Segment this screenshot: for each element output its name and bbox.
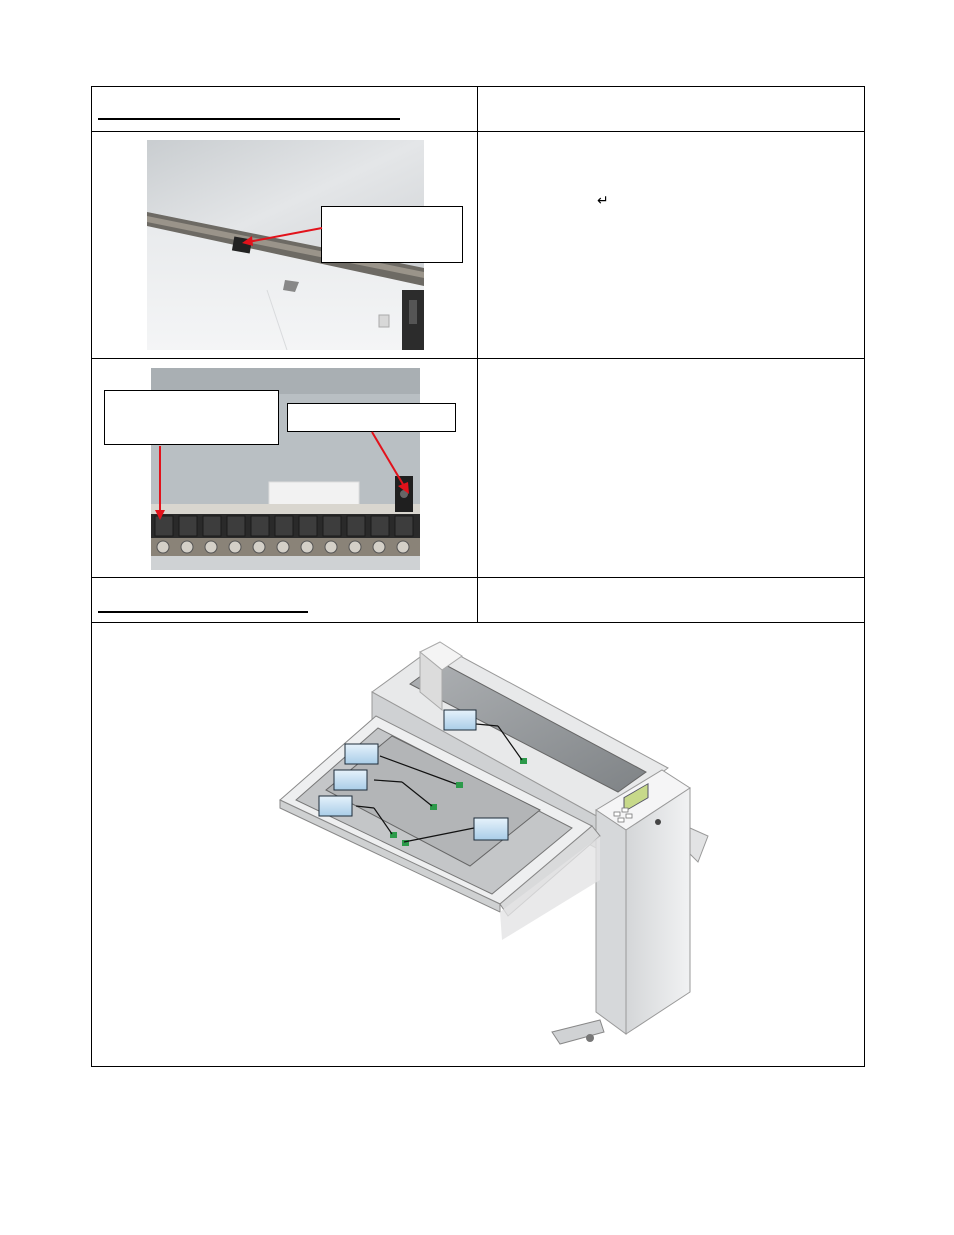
- column-divider: [477, 86, 478, 623]
- callout-arrow: [240, 222, 324, 246]
- roller-callout-box: [104, 390, 279, 445]
- row-divider: [91, 358, 865, 359]
- scanner-illustration: [270, 640, 710, 1060]
- sensor-callout-box: [321, 206, 463, 263]
- sensor-callout-box: [287, 403, 456, 432]
- row-divider: [91, 577, 865, 578]
- row-divider: [91, 622, 865, 623]
- table-border-top: [91, 86, 865, 87]
- heading-underline: [98, 611, 308, 613]
- row-divider: [91, 131, 865, 132]
- callout-arrow: [150, 444, 170, 524]
- heading-underline: [98, 118, 400, 120]
- callout-arrow: [366, 430, 416, 498]
- return-key-icon: ↵: [597, 192, 609, 208]
- table-border-bottom: [91, 1066, 865, 1067]
